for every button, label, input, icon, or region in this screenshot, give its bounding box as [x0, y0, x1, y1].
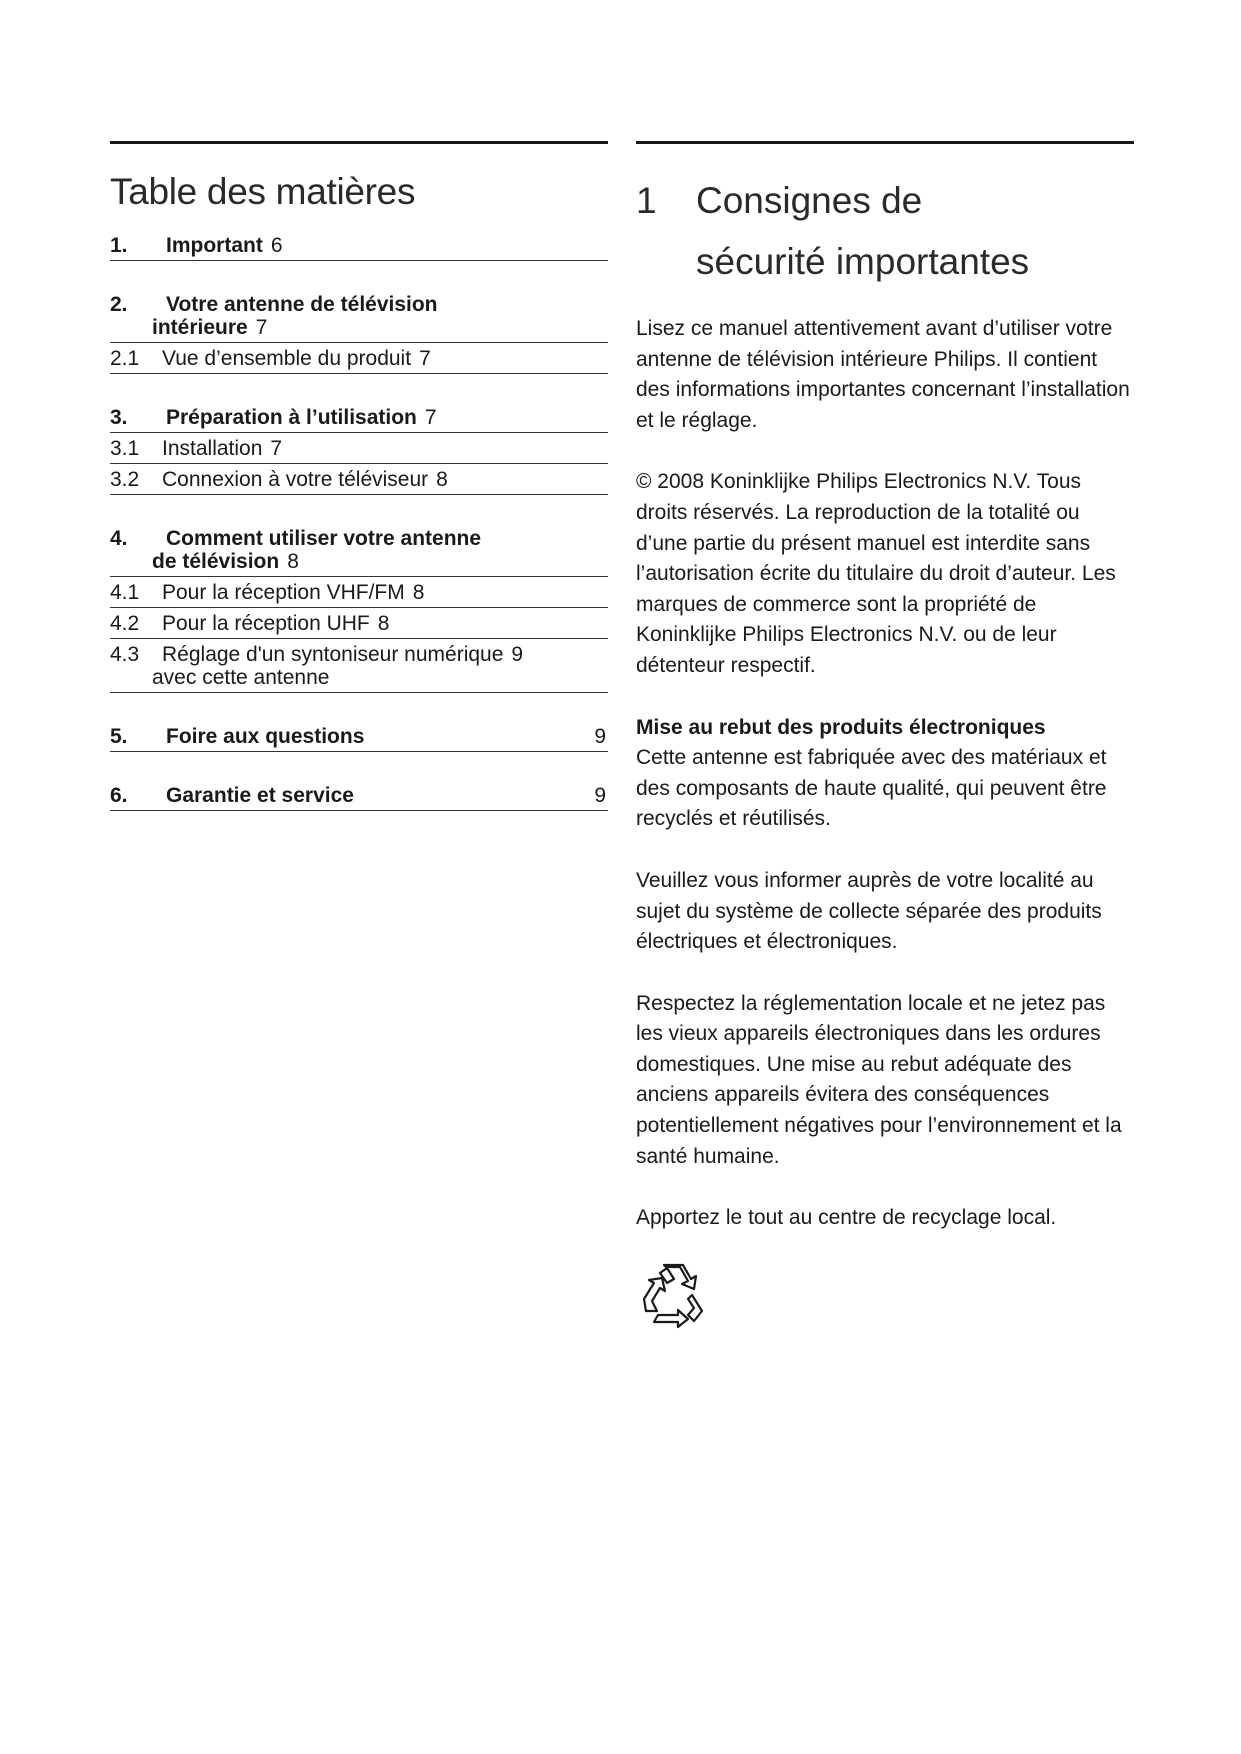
toc-entry-number: 1. [110, 234, 128, 257]
toc-entry-votre-antenne[interactable] [110, 289, 608, 343]
toc-entry-number: 5. [110, 725, 128, 748]
toc-entry-page: 9 [511, 643, 524, 666]
content-column [636, 141, 1134, 1334]
section-body [636, 314, 1134, 1334]
toc-entry-page: 8 [412, 581, 425, 604]
toc-entry-connexion[interactable] [110, 464, 608, 495]
intro-paragraph: Lisez ce manuel attentivement avant d’utiliser votre antenne de télévision intérieure Philips. Il contient des informations importantes concernant l’installation et le réglage. [636, 317, 1130, 432]
toc-entry-vue-ensemble[interactable] [110, 343, 608, 374]
toc-group [110, 289, 608, 374]
toc-entry-page: 9 [594, 784, 606, 807]
toc-entry-label: Préparation à l’utilisation [166, 406, 417, 429]
toc-entry-uhf[interactable] [110, 608, 608, 639]
toc-entry-label-continued: de télévision [152, 550, 280, 573]
toc-entry-number: 4. [110, 527, 128, 550]
toc-entry-number: 4.3 [110, 643, 140, 666]
toc-entry-page: 7 [255, 316, 268, 339]
disposal-heading: Mise au rebut des produits électroniques [636, 715, 1046, 739]
toc-entry-label: Pour la réception UHF [162, 612, 370, 635]
toc-entry-important[interactable] [110, 230, 608, 261]
toc-entry-label: Votre antenne de télévision [166, 293, 438, 316]
toc-entry-number: 3.1 [110, 437, 140, 460]
toc-entry-label: Réglage d'un syntoniseur numérique [162, 643, 504, 666]
toc-entry-number: 2.1 [110, 347, 140, 370]
toc-entry-number: 3. [110, 406, 128, 429]
section-title-line1: Consignes de [696, 180, 923, 221]
recycle-icon [636, 1259, 710, 1329]
toc-entry-label: Comment utiliser votre antenne [166, 527, 482, 550]
toc-entry-page: 8 [377, 612, 390, 635]
toc-entry-number: 2. [110, 293, 128, 316]
toc-entry-page: 7 [424, 406, 437, 429]
toc-entry-label: Garantie et service [166, 784, 354, 807]
section-number: 1 [636, 180, 657, 221]
toc-group [110, 780, 608, 811]
toc-entry-label: Pour la réception VHF/FM [162, 581, 405, 604]
top-rule [110, 141, 608, 144]
table-of-contents [110, 230, 608, 811]
toc-group [110, 721, 608, 752]
toc-entry-label-continued: avec cette antenne [152, 666, 330, 689]
toc-entry-number: 4.1 [110, 581, 140, 604]
toc-group [110, 402, 608, 495]
toc-entry-label: Foire aux questions [166, 725, 365, 748]
toc-entry-page: 8 [436, 468, 448, 491]
toc-entry-page: 9 [594, 725, 606, 748]
toc-entry-syntoniseur[interactable] [110, 639, 608, 693]
toc-entry-number: 6. [110, 784, 128, 807]
toc-entry-label-continued: intérieure [152, 316, 248, 339]
disposal-paragraph-4: Apportez le tout au centre de recyclage local. [636, 1206, 1057, 1230]
toc-entry-installation[interactable] [110, 433, 608, 464]
toc-entry-number: 3.2 [110, 468, 140, 491]
toc-entry-vhf-fm[interactable] [110, 577, 608, 608]
toc-entry-label: Installation [162, 437, 263, 460]
disposal-paragraph-2: Veuillez vous informer auprès de votre localité au sujet du système de collecte séparée des produits électriques et électroniques. [636, 868, 1102, 954]
toc-entry-page: 7 [270, 437, 283, 460]
toc-entry-number: 4.2 [110, 612, 140, 635]
toc-entry-page: 6 [270, 234, 283, 257]
toc-entry-foire-aux-questions[interactable] [110, 721, 608, 752]
disposal-paragraph-1: Cette antenne est fabriquée avec des matériaux et des composants de haute qualité, qui peuvent être recyclés et réutilisés. [636, 746, 1107, 831]
toc-entry-page: 8 [287, 550, 299, 573]
toc-group [110, 230, 608, 261]
top-rule [636, 141, 1134, 144]
section-heading [636, 170, 1134, 292]
toc-entry-label: Connexion à votre téléviseur [162, 468, 429, 491]
toc-title: Table des matières [110, 171, 416, 212]
toc-entry-garantie[interactable] [110, 780, 608, 811]
copyright-paragraph: © 2008 Koninklijke Philips Electronics N.V. Tous droits réservés. La reproduction de la totalité ou d’une partie du présent manuel est interdite sans l’autorisation écrite du titulaire du droit d’auteur. Les marques de commerce sont la propriété de Koninklijke Philips Electronics N.V. ou de leur détenteur respectif. [636, 470, 1116, 677]
toc-entry-comment-utiliser[interactable] [110, 523, 608, 577]
section-title-line2: sécurité importantes [696, 241, 1030, 282]
toc-column [110, 141, 608, 839]
toc-group [110, 523, 608, 693]
disposal-paragraph-3: Respectez la réglementation locale et ne jetez pas les vieux appareils électroniques dans les ordures domestiques. Une mise au rebut adéquate des anciens appareils évitera des conséquences potentiellement négatives pour l’environnement et la santé humaine. [636, 991, 1122, 1168]
toc-entry-label: Vue d’ensemble du produit [162, 347, 412, 370]
toc-entry-preparation[interactable] [110, 402, 608, 433]
toc-entry-label: Important [166, 234, 263, 257]
toc-entry-page: 7 [419, 347, 431, 370]
